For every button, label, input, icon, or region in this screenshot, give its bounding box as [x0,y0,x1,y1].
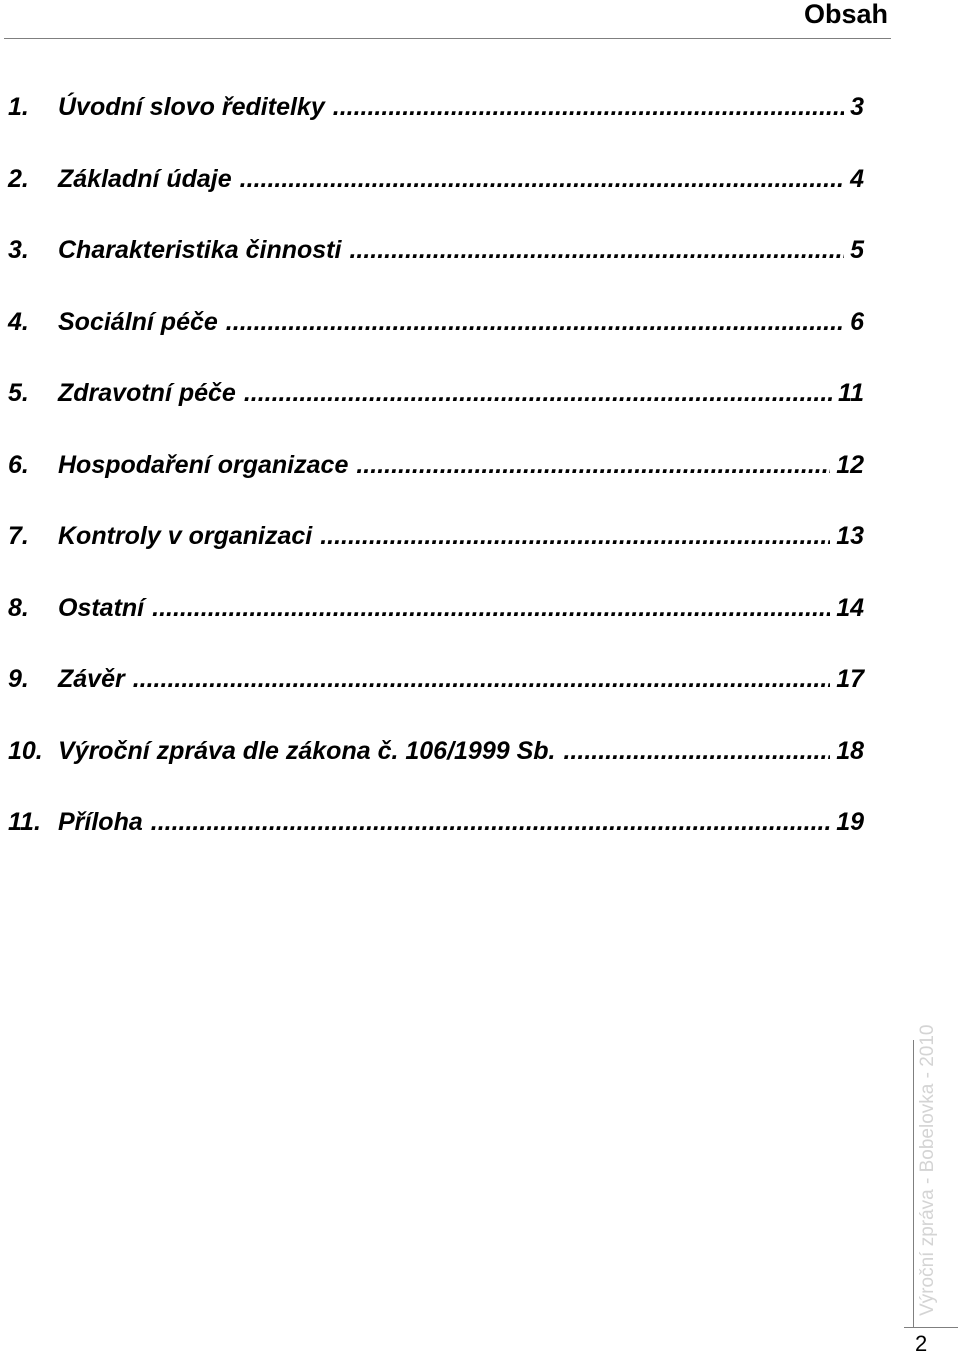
toc-entry-title: Hospodaření organizace [58,450,349,479]
footer-side-text: Výroční zpráva - Bobelovka - 2010 [917,1024,938,1316]
toc-entry-page: 11 [838,379,864,407]
toc-entry-number: 9. [8,665,29,693]
toc-entry-page: 13 [836,522,864,550]
footer-vertical-rule [913,1040,914,1328]
toc-entry[interactable] [8,522,864,594]
toc-dot-leader [133,665,830,694]
toc-entry-title: Zdravotní péče [58,379,236,407]
toc-entry-number: 2. [8,164,29,193]
toc-entry[interactable] [8,451,864,523]
toc-entry[interactable] [8,308,864,380]
toc-entry-number: 1. [8,93,29,121]
toc-dot-leader [152,594,830,623]
toc-entry-title: Úvodní slovo ředitelky [58,93,325,121]
page-title: Obsah [803,0,888,29]
toc-entry-title: Sociální péče [58,307,218,336]
toc-dot-leader [333,93,844,122]
toc-entry-number: 10. [8,736,43,765]
toc-dot-leader [244,379,832,408]
toc-dot-leader [151,808,830,837]
toc-dot-leader [226,308,844,337]
header-divider [4,38,891,39]
table-of-contents [8,93,864,880]
toc-entry-title: Charakteristika činnosti [58,236,342,264]
toc-entry[interactable] [8,236,864,308]
toc-entry-title: Výroční zpráva dle zákona č. 106/1999 Sb. [58,736,556,765]
toc-dot-leader [240,165,844,194]
toc-entry-title: Ostatní [58,593,145,622]
toc-entry-page: 4 [850,164,864,193]
toc-entry-number: 4. [8,307,29,336]
footer-horizontal-rule [904,1327,958,1328]
toc-entry-page: 17 [836,665,864,693]
toc-entry-title: Základní údaje [58,164,232,193]
page-number: 2 [915,1331,928,1356]
toc-entry-page: 12 [836,450,864,479]
toc-entry-page: 3 [850,93,864,121]
toc-entry-page: 14 [836,593,864,622]
toc-entry-number: 3. [8,236,29,264]
toc-entry-page: 18 [836,736,864,765]
toc-entry-title: Příloha [58,808,143,836]
toc-entry[interactable] [8,737,864,809]
toc-entry-page: 6 [850,307,864,336]
toc-entry[interactable] [8,165,864,237]
toc-entry-title: Závěr [58,665,125,693]
toc-entry-title: Kontroly v organizaci [58,522,313,550]
toc-entry-number: 6. [8,450,29,479]
toc-entry-number: 11. [8,808,41,836]
toc-entry[interactable] [8,665,864,737]
toc-entry-number: 8. [8,593,29,622]
toc-entry[interactable] [8,594,864,666]
toc-entry-page: 19 [836,808,864,836]
toc-entry-number: 7. [8,522,29,550]
toc-entry-page: 5 [850,236,864,264]
toc-entry[interactable] [8,93,864,165]
toc-dot-leader [349,236,844,265]
toc-entry-number: 5. [8,379,29,407]
toc-dot-leader [320,522,830,551]
toc-entry[interactable] [8,379,864,451]
toc-entry[interactable] [8,808,864,880]
toc-dot-leader [563,737,830,766]
toc-dot-leader [356,451,830,480]
